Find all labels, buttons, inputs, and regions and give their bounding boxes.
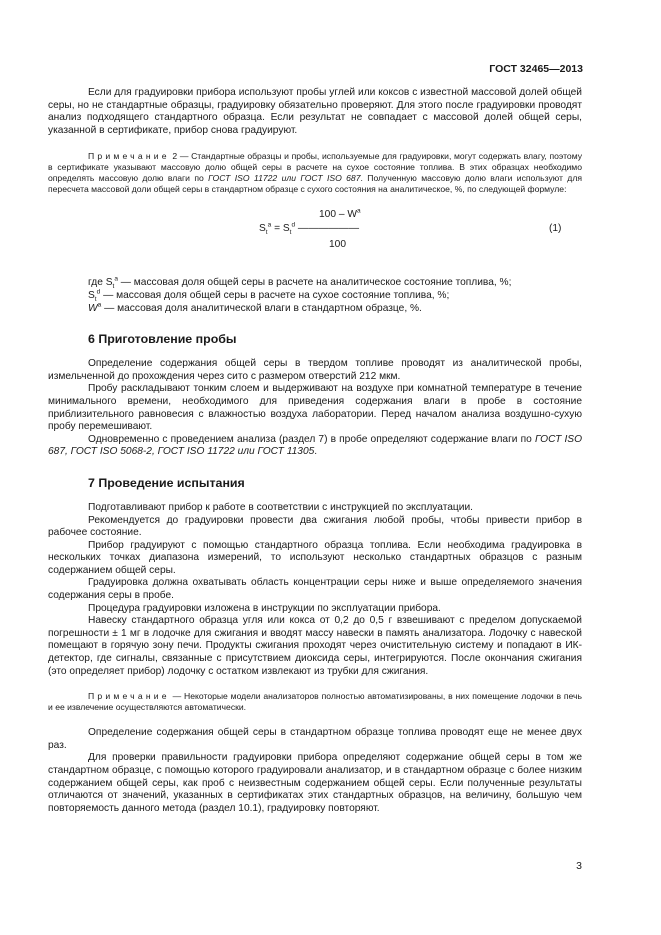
section-6-heading: 6 Приготовление пробы [88,332,237,347]
legend-line-3: $W^a$ — массовая доля аналитической влаги в стандартном образце, %. [88,301,422,314]
section-6-paragraph-2: Пробу раскладывают тонким слоем и выдерживают на воздухе при комнатной температуре в течение минимального времени, необходимого для приведения содержания влаги в пробе в состояние приблизительного равновесия с влажностью воздуха лаборатории. Перед началом анализа воздушно-сухую пробу перемешивают. [48,383,582,433]
section-7-paragraph-1: Подготавливают прибор к работе в соответствии с инструкцией по эксплуатации. [88,501,473,513]
ref-gost-iso-687: ГОСТ ISO 687 [300,173,361,184]
note-2: Примечание 2 — Стандартные образцы и пробы, используемые для градуировки, могут содержать влагу, поэтому в сертификате указывают массовую долю общей серы в расчете на сухое состояние топлива. В этих образцах необходимо определять массовую долю влаги по ГОСТ ISO 11722 или ГОСТ ISO 687. Полученную массовую долю влаги используют для пересчета массовой доли общей серы в стандартном образце с сухого состояния на аналитическое, %, по следующей формуле: [48,151,582,195]
section-7-paragraph-4: Градуировка должна охватывать область концентрации серы ниже и выше определяемого значения содержания серы в пробе. [48,577,582,602]
formula-denominator: 100 [329,239,346,251]
standard-designation: ГОСТ 32465—2013 [489,63,583,75]
note-label: Примечание [88,151,170,162]
formula-expression: $S_t^a = S_t^d$ —————— [259,221,360,237]
section-7-paragraph-6: Навеску стандартного образца угля или кокса от 0,2 до 0,5 г взвешивают с пределом допускаемой погрешности ± 1 мг в лодочке для сжигания и вводят массу навески в память анализатора. Лодочку с навеской помещают в горячую зону печи. Продукты сжигания проходят через очистительную систему и попадают в ИК-детектор, где сигналы, связанные с присутствием диоксида серы, интегрируются. После окончания сжигания (это определяет прибор) лодочку с остатком извлекают из трубки для сжигания. [48,615,582,677]
section-6-paragraph-3: Одновременно с проведением анализа (раздел 7) в пробе определяют содержание влаги по ГОСТ ISO 687, ГОСТ ISO 5068-2, ГОСТ ISO 11722 или ГОСТ 11305. [48,433,582,458]
section-7-paragraph-5: Процедура градуировки изложена в инструкции по эксплуатации прибора. [88,602,441,614]
legend-line-2: $S_t^d$ — массовая доля общей серы в расчете на сухое состояние топлива, %; [88,288,450,303]
formula-numerator: $100 - W^a$ [319,207,361,221]
document-body [48,87,582,815]
formula-number: (1) [549,223,562,235]
page-number: 3 [576,860,582,872]
ref-gost-iso-11722: ГОСТ ISO 11722 [208,173,278,184]
section-7-paragraph-8: Для проверки правильности градуировки прибора определяют содержание общей серы в том же стандартном образце, с помощью которого градуировали анализатор, и в стандартном образце с более низким содержанием общей серы, как проб с неизвестным содержанием общей серы. Если полученные результаты отличаются от значений, указанных в сертификатах этих стандартных образцов, на величину, большую чем повторяемость данного метода (раздел 10.1), градуировку повторяют. [48,752,582,814]
section-7-paragraph-3: Прибор градуируют с помощью стандартного образца топлива. Если необходима градуировка в нескольких точках диапазона измерений, то используют несколько стандартных образцов с разным содержанием общей серы. [48,539,582,576]
section-7-paragraph-2: Рекомендуется до градуировки провести два сжигания любой пробы, чтобы привести прибор в рабочее состояние. [48,514,582,539]
formula-1 [48,207,582,267]
section-7-paragraph-7: Определение содержания общей серы в стандартном образце топлива проводят еще не менее двух раз. [48,727,582,751]
section-7-heading: 7 Проведение испытания [88,475,245,490]
section-6-paragraph-1: Определение содержания общей серы в твердом топливе проводят из аналитической пробы, измельченной до прохождения через сито с размером отверстий 212 мкм. [48,358,582,382]
legend-line-1: где $S_t^a$ — массовая доля общей серы в расчете на аналитическое состояние топлива, %; [88,275,512,291]
intro-paragraph: Если для градуировки прибора используют пробы углей или коксов с известной массовой долей общей серы, но не стандартные образцы, градуировку обязательно проверяют. Для этого после градуировки проводят анализ подходящего стандартного образца. Если результат не совпадает с массовой долей общей серы, указанной в сертификате, прибор снова градуируют. [48,87,582,136]
section-7-note: Примечание — Некоторые модели анализаторов полностью автоматизированы, в них помещение лодочки в печь и ее извлечение осуществляются автоматически. [48,691,582,713]
